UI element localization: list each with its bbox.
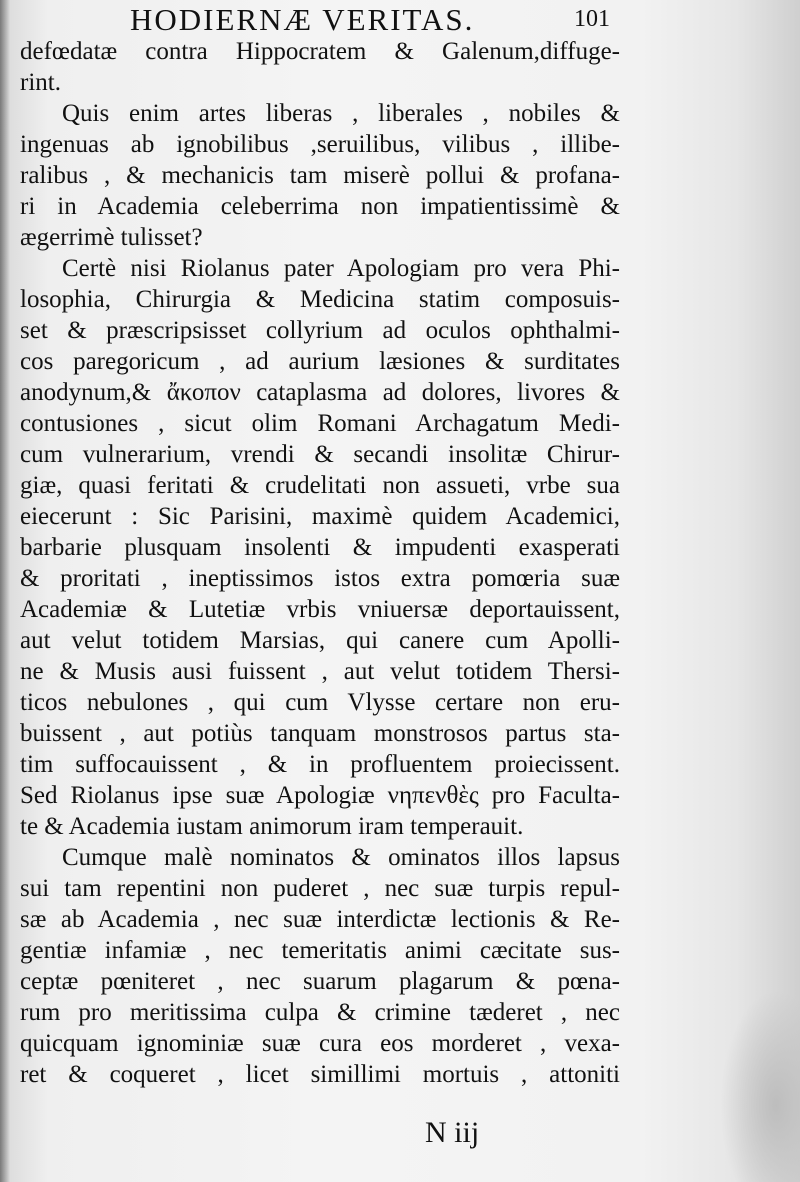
text-line: rum pro meritissima culpa & crimine tæderet , nec: [20, 999, 620, 1026]
text-line: buissent , aut potiùs tanquam monstrosos partus sta-: [20, 720, 620, 747]
text-line: ne & Musis ausi fuissent , aut velut totidem Thersi-: [20, 658, 620, 685]
text-line: eiecerunt : Sic Parisini, maximè quidem Academici,: [20, 503, 620, 530]
text-line: giæ, quasi feritati & crudelitati non assueti, vrbe sua: [20, 472, 620, 499]
text-line: ret & coqueret , licet simillimi mortuis , attoniti: [20, 1061, 620, 1088]
body-text: [20, 36, 620, 1090]
text-line: te & Academia iustam animorum iram temperauit.: [20, 813, 524, 840]
text-line: defœdatæ contra Hippocratem & Galenum,diffuge-: [20, 38, 620, 65]
text-line: ægerrimè tulisset?: [20, 224, 203, 251]
text-line: contusiones , sicut olim Romani Archagatum Medi-: [20, 410, 620, 437]
text-line: tim suffocauissent , & in profluentem proiecissent.: [20, 751, 620, 778]
text-line: sæ ab Academia , nec suæ interdictæ lectionis & Re-: [20, 906, 620, 933]
text-line: ri in Academia celeberrima non impatientissimè &: [20, 193, 620, 220]
text-line: gentiæ infamiæ , nec temeritatis animi cæcitate sus-: [20, 937, 620, 964]
text-line: sui tam repentini non puderet , nec suæ turpis repul-: [20, 875, 620, 902]
text-line: cum vulnerarium, vrendi & secandi insolitæ Chirur-: [20, 441, 620, 468]
text-line: aut velut totidem Marsias, qui canere cum Apolli-: [20, 627, 620, 654]
text-line: ticos nebulones , qui cum Vlysse certare non eru-: [20, 689, 620, 716]
text-line: Quis enim artes liberas , liberales , nobiles &: [62, 100, 620, 127]
text-line: Sed Riolanus ipse suæ Apologiæ νηπενθὲς pro Faculta-: [20, 782, 620, 809]
text-line: & proritati , ineptissimos istos extra pomœria suæ: [20, 565, 620, 592]
text-line: cos paregoricum , ad aurium læsiones & surditates: [20, 348, 620, 375]
text-line: ceptæ pœniteret , nec suarum plagarum & pœna-: [20, 968, 620, 995]
paper-stain: [720, 990, 800, 1182]
gutter-shadow: [0, 0, 10, 1182]
text-line: quicquam ignominiæ suæ cura eos morderet , vexa-: [20, 1030, 620, 1057]
text-line: Academiæ & Lutetiæ vrbis vniuersæ deportauissent,: [20, 596, 620, 623]
text-line: ingenuas ab ignobilibus ,seruilibus, vilibus , illibe-: [20, 131, 620, 158]
running-title: HODIERNÆ VERITAS.: [130, 2, 475, 37]
text-line: rint.: [20, 69, 61, 96]
text-line: Certè nisi Riolanus pater Apologiam pro vera Phi-: [62, 255, 620, 282]
text-line: Cumque malè nominatos & ominatos illos lapsus: [62, 844, 620, 871]
page-header: [130, 2, 610, 36]
text-line: set & præscripsisset collyrium ad oculos ophthalmi-: [20, 317, 620, 344]
text-line: barbarie plusquam insolenti & impudenti exasperati: [20, 534, 620, 561]
text-line: losophia, Chirurgia & Medicina statim composuis-: [20, 286, 620, 313]
signature-mark: N iij: [425, 1116, 480, 1149]
text-line: ralibus , & mechanicis tam miserè pollui & profana-: [20, 162, 620, 189]
page-number: 101: [574, 6, 610, 32]
text-line: anodynum,& ἄκοπον cataplasma ad dolores, livores &: [20, 379, 620, 406]
